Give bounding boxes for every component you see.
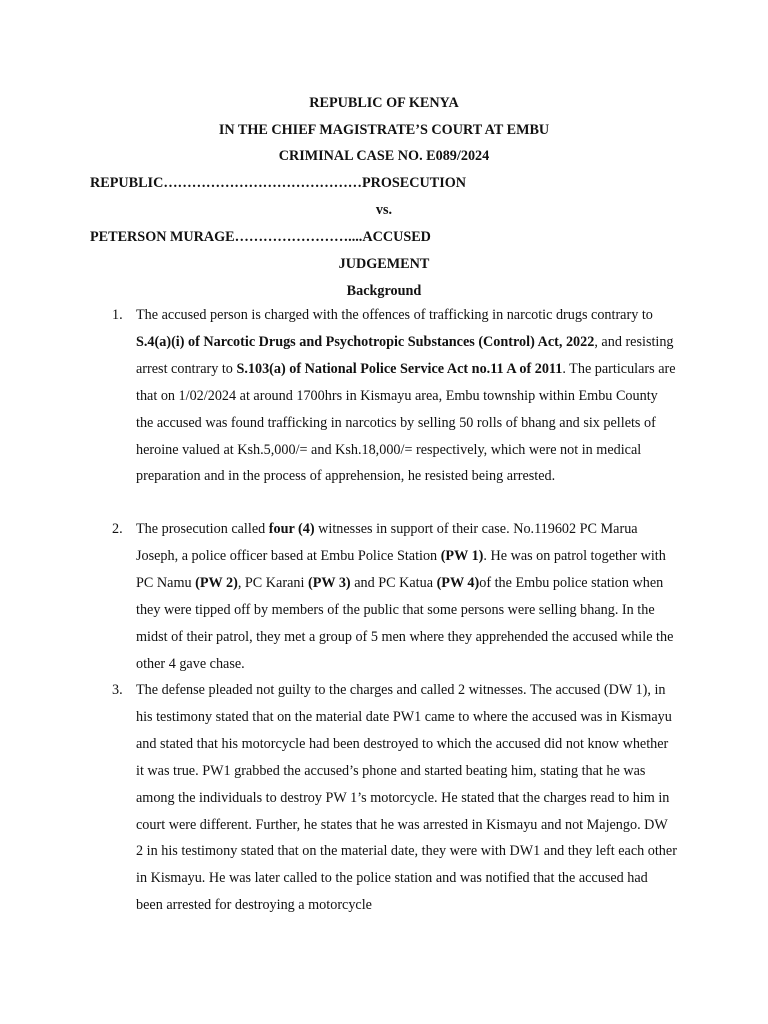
- section-heading: Background: [346, 283, 422, 299]
- text-run: , and resisting arrest contrary to: [136, 333, 674, 377]
- bold-run: four (4): [268, 521, 315, 537]
- header-court-name: IN THE CHIEF MAGISTRATE’S COURT AT EMBU: [218, 122, 550, 138]
- statute-citation: S.103(a) of National Police Service Act no.11 A of 2011: [236, 360, 563, 377]
- bold-run: (PW 1): [440, 547, 484, 564]
- text-run: . The particulars are that on 1/02/2024 at around 1700hrs in Kismayu area, Embu township within Embu County the accused was found trafficking in narcotics by selling 50 rolls of bhang and six pellets of heroine valued at Ksh.5,000/= and Ksh.18,000/= respectively, which were not in medical preparation and in the process of apprehension, he resisted being arrested.: [136, 360, 676, 485]
- party-accused: PETERSON MURAGE……………………....ACCUSED: [90, 229, 431, 245]
- paragraph-3: [136, 677, 678, 919]
- paragraph-number: 2.: [112, 521, 123, 537]
- header-case-number: CRIMINAL CASE NO. E089/2024: [278, 148, 490, 164]
- paragraph-2: [136, 516, 678, 677]
- paragraph-number: 1.: [112, 307, 123, 323]
- header-republic-of-kenya: REPUBLIC OF KENYA: [309, 95, 459, 111]
- party-versus: vs.: [375, 202, 393, 218]
- bold-run: (PW 2): [195, 574, 238, 591]
- bold-run: (PW 3): [307, 574, 351, 591]
- document-title: JUDGEMENT: [338, 256, 430, 272]
- text-run: witnesses in support of their case. No.119602 PC Marua Joseph, a police officer based at Embu Police Station: [136, 521, 638, 564]
- paragraph-1: [136, 302, 678, 490]
- text-run: The accused person is charged with the offences of trafficking in narcotic drugs contrary to: [136, 307, 653, 323]
- text-run: of the Embu police station when they were tipped off by members of the public that some persons were selling bhang. In the midst of their patrol, they met a group of 5 men where they apprehended the accused while the other 4 gave chase.: [136, 574, 674, 672]
- text-run: The prosecution called: [136, 521, 269, 537]
- paragraph-number: 3.: [112, 682, 123, 698]
- text-run: The defense pleaded not guilty to the charges and called 2 witnesses. The accused (DW 1), in his testimony stated that on the material date PW1 came to where the accused was in Kismayu and stated that his motorcycle had been destroyed to which the accused did not know whether it was true. PW1 grabbed the accused’s phone and started beating him, stating that he was among the individuals to destroy PW 1’s motorcycle. He stated that the charges read to him in court were different. Further, he states that he was arrested in Kismayu and not Majengo. DW 2 in his testimony stated that on the material date, they were with DW1 and they left each other in Kismayu. He was later called to the police station and was notified that the accused had been arrested for destroying a motorcycle: [136, 682, 677, 914]
- text-run: , PC Karani: [237, 574, 308, 591]
- text-run: and PC Katua: [350, 574, 437, 591]
- party-prosecution: REPUBLIC……………………………………PROSECUTION: [90, 175, 466, 191]
- statute-citation: S.4(a)(i) of Narcotic Drugs and Psychotropic Substances (Control) Act, 2022: [136, 333, 595, 350]
- text-run: . He was on patrol together with PC Namu: [136, 547, 666, 591]
- bold-run: (PW 4): [436, 574, 480, 591]
